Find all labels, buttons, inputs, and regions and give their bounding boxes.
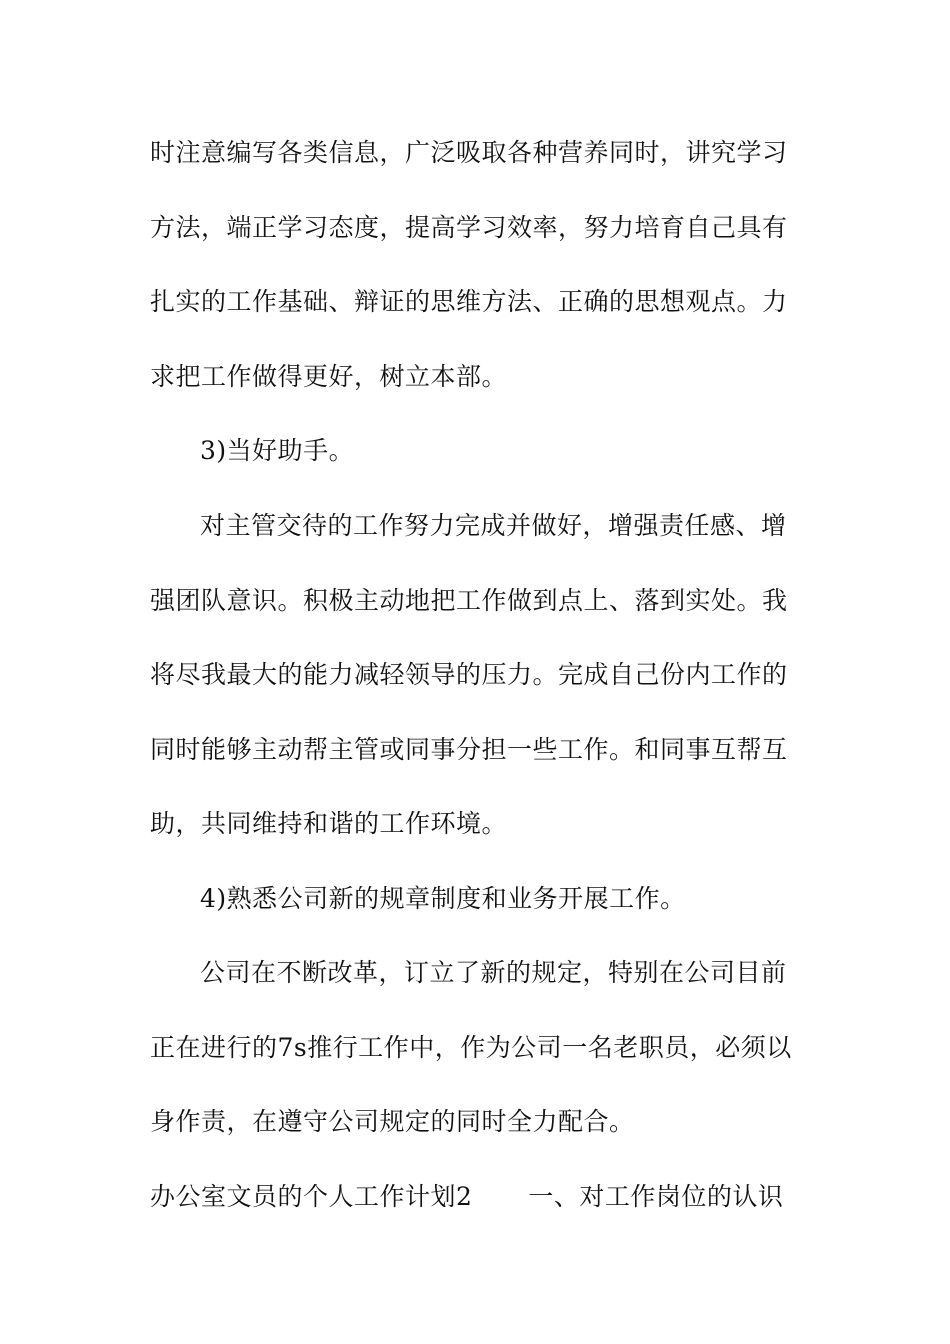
paragraph-line: 公司在不断改革，订立了新的规定，特别在公司目前 [200, 958, 787, 987]
paragraph-line: 求把工作做得更好，树立本部。 [150, 362, 508, 391]
paragraph-line: 正在进行的7s推行工作中，作为公司一名老职员，必须以 [150, 1033, 792, 1062]
paragraph-line: 方法，端正学习态度，提高学习效率，努力培育自己具有 [150, 213, 788, 242]
paragraph-line: 强团队意识。积极主动地把工作做到点上、落到实处。我 [150, 586, 788, 615]
section-heading: 4)熟悉公司新的规章制度和业务开展工作。 [200, 884, 686, 913]
plan-title-line [150, 1182, 783, 1212]
paragraph-line: 扎实的工作基础、辩证的思维方法、正确的思想观点。力 [150, 287, 788, 316]
paragraph-line: 身作责，在遵守公司规定的同时全力配合。 [150, 1107, 635, 1136]
paragraph-line: 将尽我最大的能力减轻领导的压力。完成自己份内工作的 [150, 660, 788, 689]
plan-title: 办公室文员的个人工作计划2 [150, 1182, 473, 1211]
paragraph-line: 同时能够主动帮主管或同事分担一些工作。和同事互帮互 [150, 735, 788, 764]
paragraph-line: 助，共同维持和谐的工作环境。 [150, 809, 508, 838]
paragraph-line: 时注意编写各类信息，广泛吸取各种营养同时，讲究学习 [150, 138, 788, 167]
section-title: 一、对工作岗位的认识 [528, 1182, 784, 1211]
paragraph-line: 对主管交待的工作努力完成并做好，增强责任感、增 [200, 511, 787, 540]
section-heading: 3)当好助手。 [200, 436, 355, 465]
